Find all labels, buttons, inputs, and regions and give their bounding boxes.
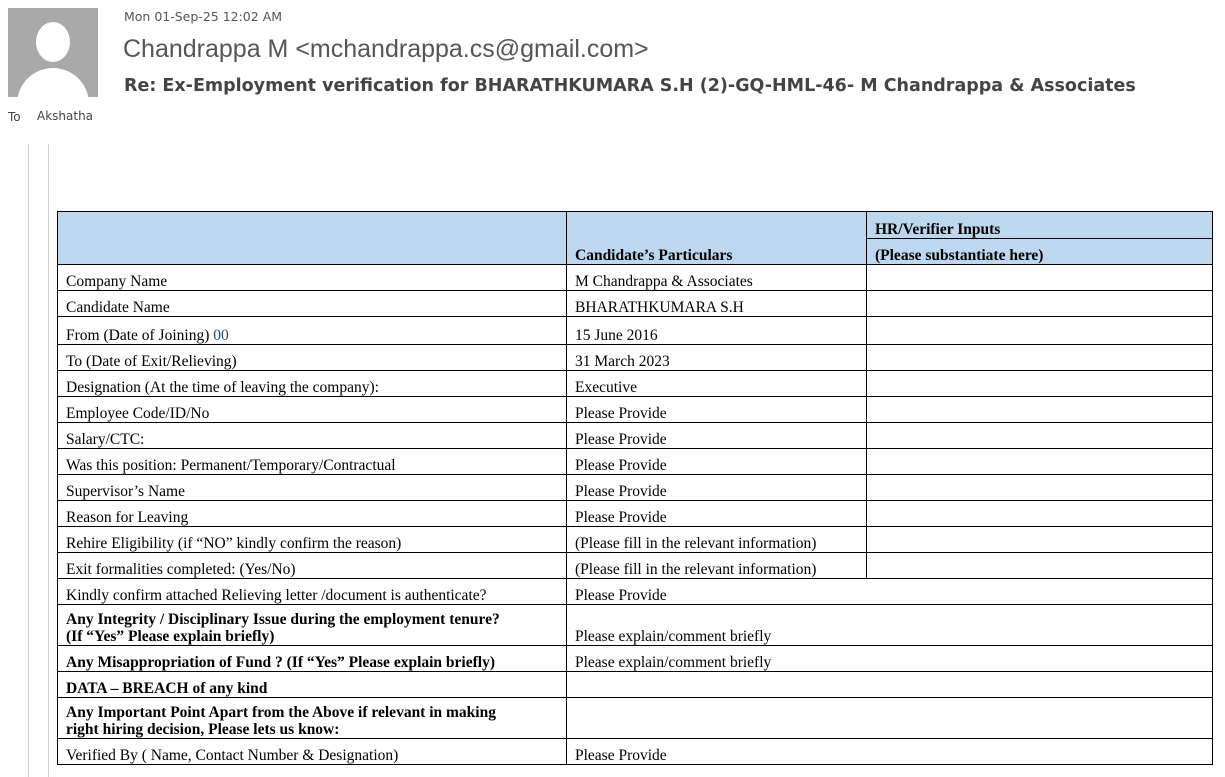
hr-input-cell[interactable]	[867, 397, 1213, 423]
table-row	[58, 291, 1213, 317]
row-label: Kindly confirm attached Relieving letter /document is authenticate?	[58, 579, 567, 605]
row-value: 31 March 2023	[567, 345, 867, 371]
row-label	[58, 317, 567, 345]
row-label-suffix: 00	[213, 327, 229, 344]
hr-input-cell[interactable]	[867, 527, 1213, 553]
row-value: Executive	[567, 371, 867, 397]
row-value: Please explain/comment briefly	[567, 605, 1213, 646]
verification-table	[57, 211, 1213, 765]
row-label-line: right hiring decision, Please lets us know:	[66, 721, 340, 738]
row-label-line: Any Integrity / Disciplinary Issue during the employment tenure?	[66, 611, 500, 628]
hr-input-cell[interactable]	[867, 345, 1213, 371]
message-subject: Re: Ex-Employment verification for BHARATHKUMARA S.H (2)-GQ-HML-46- M Chandrappa & Associates	[124, 76, 1136, 96]
row-value: Please Provide	[567, 475, 867, 501]
table-row	[58, 397, 1213, 423]
row-label: Candidate Name	[58, 291, 567, 317]
row-value: (Please fill in the relevant information)	[567, 527, 867, 553]
table-row	[58, 553, 1213, 579]
hr-input-cell[interactable]	[867, 475, 1213, 501]
row-label: Was this position: Permanent/Temporary/Contractual	[58, 449, 567, 475]
table-row	[58, 527, 1213, 553]
hr-input-cell[interactable]	[867, 501, 1213, 527]
message-date: Mon 01-Sep-25 12:02 AM	[124, 9, 283, 24]
row-label	[58, 605, 567, 646]
row-value: Please Provide	[567, 501, 867, 527]
row-value: Please Provide	[567, 739, 1213, 765]
hr-input-cell[interactable]	[867, 423, 1213, 449]
row-value	[567, 698, 1213, 739]
row-label: Verified By ( Name, Contact Number & Designation)	[58, 739, 567, 765]
to-label: To	[8, 110, 21, 124]
row-label: Exit formalities completed: (Yes/No)	[58, 553, 567, 579]
table-row	[58, 698, 1213, 739]
table-row	[58, 672, 1213, 698]
hr-input-cell[interactable]	[867, 317, 1213, 345]
table-row	[58, 605, 1213, 646]
row-label: Supervisor’s Name	[58, 475, 567, 501]
table-row	[58, 501, 1213, 527]
recipient-name[interactable]: Akshatha	[37, 109, 94, 123]
row-value: Please Provide	[567, 579, 1213, 605]
row-value: Please Provide	[567, 397, 867, 423]
column-header-hr-inputs: HR/Verifier Inputs	[867, 212, 1213, 239]
row-label: Rehire Eligibility (if “NO” kindly confirm the reason)	[58, 527, 567, 553]
table-row	[58, 265, 1213, 291]
row-label-line: Any Important Point Apart from the Above if relevant in making	[66, 704, 496, 721]
hr-input-cell[interactable]	[867, 291, 1213, 317]
header-blank-cell	[58, 212, 567, 265]
table-row	[58, 475, 1213, 501]
row-label: Employee Code/ID/No	[58, 397, 567, 423]
row-label	[58, 698, 567, 739]
sender-name[interactable]: Chandrappa M <mchandrappa.cs@gmail.com>	[123, 35, 649, 63]
column-header-candidate: Candidate’s Particulars	[567, 212, 867, 265]
row-label: Company Name	[58, 265, 567, 291]
avatar-head-shape	[36, 22, 70, 62]
table-row	[58, 579, 1213, 605]
row-value	[567, 672, 1213, 698]
row-value: (Please fill in the relevant information)	[567, 553, 867, 579]
avatar-body-shape	[17, 68, 89, 97]
quote-indent-bar	[28, 144, 49, 777]
row-label: DATA – BREACH of any kind	[58, 672, 567, 698]
row-label-text: From (Date of Joining)	[66, 327, 210, 344]
row-label-line: (If “Yes” Please explain briefly)	[66, 628, 275, 645]
table-row	[58, 423, 1213, 449]
hr-input-cell[interactable]	[867, 449, 1213, 475]
row-label: Salary/CTC:	[58, 423, 567, 449]
hr-input-cell[interactable]	[867, 553, 1213, 579]
row-value: BHARATHKUMARA S.H	[567, 291, 867, 317]
row-label: Reason for Leaving	[58, 501, 567, 527]
table-header-row	[58, 212, 1213, 239]
table-row	[58, 345, 1213, 371]
table-row	[58, 739, 1213, 765]
row-value: M Chandrappa & Associates	[567, 265, 867, 291]
sender-avatar[interactable]	[8, 8, 98, 97]
table-row	[58, 449, 1213, 475]
table-row	[58, 317, 1213, 345]
row-label: To (Date of Exit/Relieving)	[58, 345, 567, 371]
row-value: Please explain/comment briefly	[567, 646, 1213, 672]
table-row	[58, 646, 1213, 672]
hr-input-cell[interactable]	[867, 265, 1213, 291]
row-value: Please Provide	[567, 449, 867, 475]
column-header-hr-note: (Please substantiate here)	[867, 238, 1213, 265]
row-label: Any Misappropriation of Fund ? (If “Yes” Please explain briefly)	[58, 646, 567, 672]
row-value: 15 June 2016	[567, 317, 867, 345]
row-label: Designation (At the time of leaving the company):	[58, 371, 567, 397]
hr-input-cell[interactable]	[867, 371, 1213, 397]
row-value: Please Provide	[567, 423, 867, 449]
table-row	[58, 371, 1213, 397]
